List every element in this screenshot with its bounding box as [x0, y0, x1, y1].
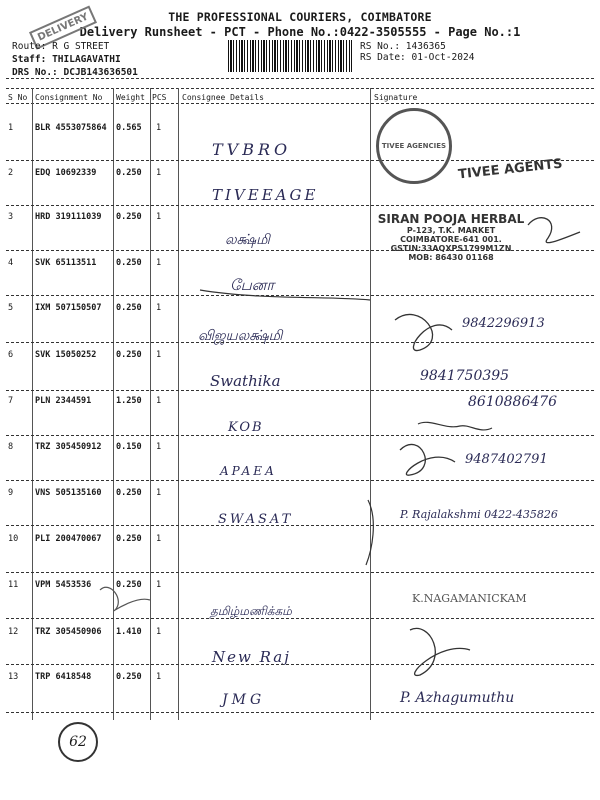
col-pcs: PCS [152, 93, 167, 102]
row-weight: 0.250 [116, 350, 142, 360]
signature-phone: 9841750395 [420, 368, 510, 384]
row-weight: 0.250 [116, 258, 142, 268]
staff-value: THILAGAVATHI [52, 54, 121, 65]
row-pcs: 1 [156, 580, 162, 590]
pen-stroke [100, 587, 150, 611]
row-consignment: TRZ 305450912 [35, 442, 102, 452]
runsheet-title: Delivery Runsheet - PCT - Phone No.:0422-3505555 - Page No.:1 [79, 25, 521, 39]
consignee-name: பேனா [230, 276, 275, 294]
drs-value: DCJB143636501 [63, 67, 138, 78]
col-sno: S No [8, 93, 28, 102]
consignee-name: விஜயலக்ஷ்மி [198, 328, 283, 344]
signature-name: P. Rajalakshmi 0422-435826 [400, 508, 558, 521]
signature-phone: 9487402791 [465, 452, 548, 467]
row-sno: 11 [8, 580, 19, 590]
herbal-mobile: MOB: 86430 01168 [408, 253, 494, 262]
row-sno: 7 [8, 396, 14, 406]
row-pcs: 1 [156, 442, 162, 452]
signature-phone: 8610886476 [468, 394, 558, 410]
row-sno: 2 [8, 168, 14, 178]
row-pcs: 1 [156, 258, 162, 268]
row-sno: 10 [8, 534, 19, 544]
rs-no-value: 1436365 [405, 41, 446, 52]
consignee-name: New Raj [212, 648, 291, 666]
row-consignment: EDQ 10692339 [35, 168, 97, 178]
col-signature: Signature [374, 93, 418, 102]
tivee-round-stamp-text: TIVEE AGENCIES [381, 142, 447, 150]
row-consignment: PLI 200470067 [35, 534, 102, 544]
row-consignment: PLN 2344591 [35, 396, 92, 406]
rs-date-value: 01-Oct-2024 [411, 52, 475, 63]
row-weight: 0.250 [116, 168, 142, 178]
row-weight: 0.150 [116, 442, 142, 452]
rs-date-label: RS Date: [360, 52, 406, 63]
row-weight: 0.250 [116, 534, 142, 544]
row-weight: 0.250 [116, 303, 142, 313]
staff-label: Staff: [12, 54, 47, 65]
row-pcs: 1 [156, 212, 162, 222]
herbal-name: SIRAN POOJA HERBAL [377, 212, 525, 226]
row-sno: 6 [8, 350, 14, 360]
pen-stroke [366, 500, 373, 565]
pen-stroke [410, 628, 470, 675]
row-consignment: VNS 505135160 [35, 488, 102, 498]
row-pcs: 1 [156, 350, 162, 360]
row-pcs: 1 [156, 627, 162, 637]
row-weight: 0.565 [116, 123, 142, 133]
circled-number: 62 [58, 722, 98, 762]
route-label: Route: [12, 41, 47, 52]
col-consignment: Consignment No [35, 93, 103, 102]
row-consignment: SVK 65113511 [35, 258, 97, 268]
nagamanickam-stamp: K.NAGAMANICKAM [412, 592, 527, 605]
pen-stroke [418, 422, 492, 430]
row-pcs: 1 [156, 534, 162, 544]
row-sno: 3 [8, 212, 14, 222]
row-weight: 0.250 [116, 672, 142, 682]
row-weight: 0.250 [116, 212, 142, 222]
pen-stroke [528, 218, 580, 243]
signature-name: P. Azhagumuthu [400, 690, 515, 706]
consignee-name: SWASAT [218, 512, 294, 527]
tivee-text-stamp: TIVEE AGENTS [457, 156, 564, 183]
row-consignment: TRP 6418548 [35, 672, 92, 682]
consignee-name: TVBRO [212, 140, 292, 159]
row-consignment: HRD 319111039 [35, 212, 102, 222]
row-weight: 0.250 [116, 580, 142, 590]
col-details: Consignee Details [182, 93, 264, 102]
row-pcs: 1 [156, 396, 162, 406]
route-value: R G STREET [52, 41, 110, 52]
signature-phone: 9842296913 [462, 316, 545, 331]
herbal-gst: GSTIN:33AQXPS1799M1ZN [390, 244, 512, 253]
consignee-name: KOB [228, 420, 264, 435]
drs-label: DRS No.: [12, 67, 58, 78]
row-sno: 13 [8, 672, 19, 682]
herbal-city: COIMBATORE-641 001. [400, 235, 502, 244]
row-pcs: 1 [156, 123, 162, 133]
row-sno: 4 [8, 258, 14, 268]
row-sno: 8 [8, 442, 14, 452]
row-weight: 1.250 [116, 396, 142, 406]
company-title: THE PROFESSIONAL COURIERS, COIMBATORE [168, 10, 432, 24]
delivery-stamp-text: DELIVERY [36, 11, 91, 44]
pen-stroke [400, 444, 455, 475]
row-consignment: IXM 507150507 [35, 303, 102, 313]
row-consignment: VPM 5453536 [35, 580, 92, 590]
row-weight: 1.410 [116, 627, 142, 637]
row-sno: 1 [8, 123, 14, 133]
row-sno: 5 [8, 303, 14, 313]
consignee-name: JMG [222, 692, 266, 708]
herbal-address: P-123, T.K. MARKET [406, 226, 496, 235]
col-weight: Weight [116, 93, 145, 102]
row-consignment: SVK 15050252 [35, 350, 97, 360]
row-pcs: 1 [156, 168, 162, 178]
consignee-name: தமிழ்மணிக்கம் [210, 604, 292, 618]
row-pcs: 1 [156, 488, 162, 498]
row-pcs: 1 [156, 303, 162, 313]
consignee-name: லக்ஷ்மி [225, 232, 270, 248]
consignee-name: APAEA [220, 464, 277, 478]
row-pcs: 1 [156, 672, 162, 682]
row-consignment: TRZ 305450906 [35, 627, 102, 637]
consignee-name: TIVEEAGE [212, 186, 319, 204]
rs-no-label: RS No.: [360, 41, 401, 52]
row-sno: 12 [8, 627, 19, 637]
row-consignment: BLR 4553075864 [35, 123, 107, 133]
pen-stroke [395, 314, 452, 350]
row-sno: 9 [8, 488, 14, 498]
pen-stroke [200, 290, 370, 300]
row-weight: 0.250 [116, 488, 142, 498]
consignee-name: Swathika [210, 372, 281, 390]
